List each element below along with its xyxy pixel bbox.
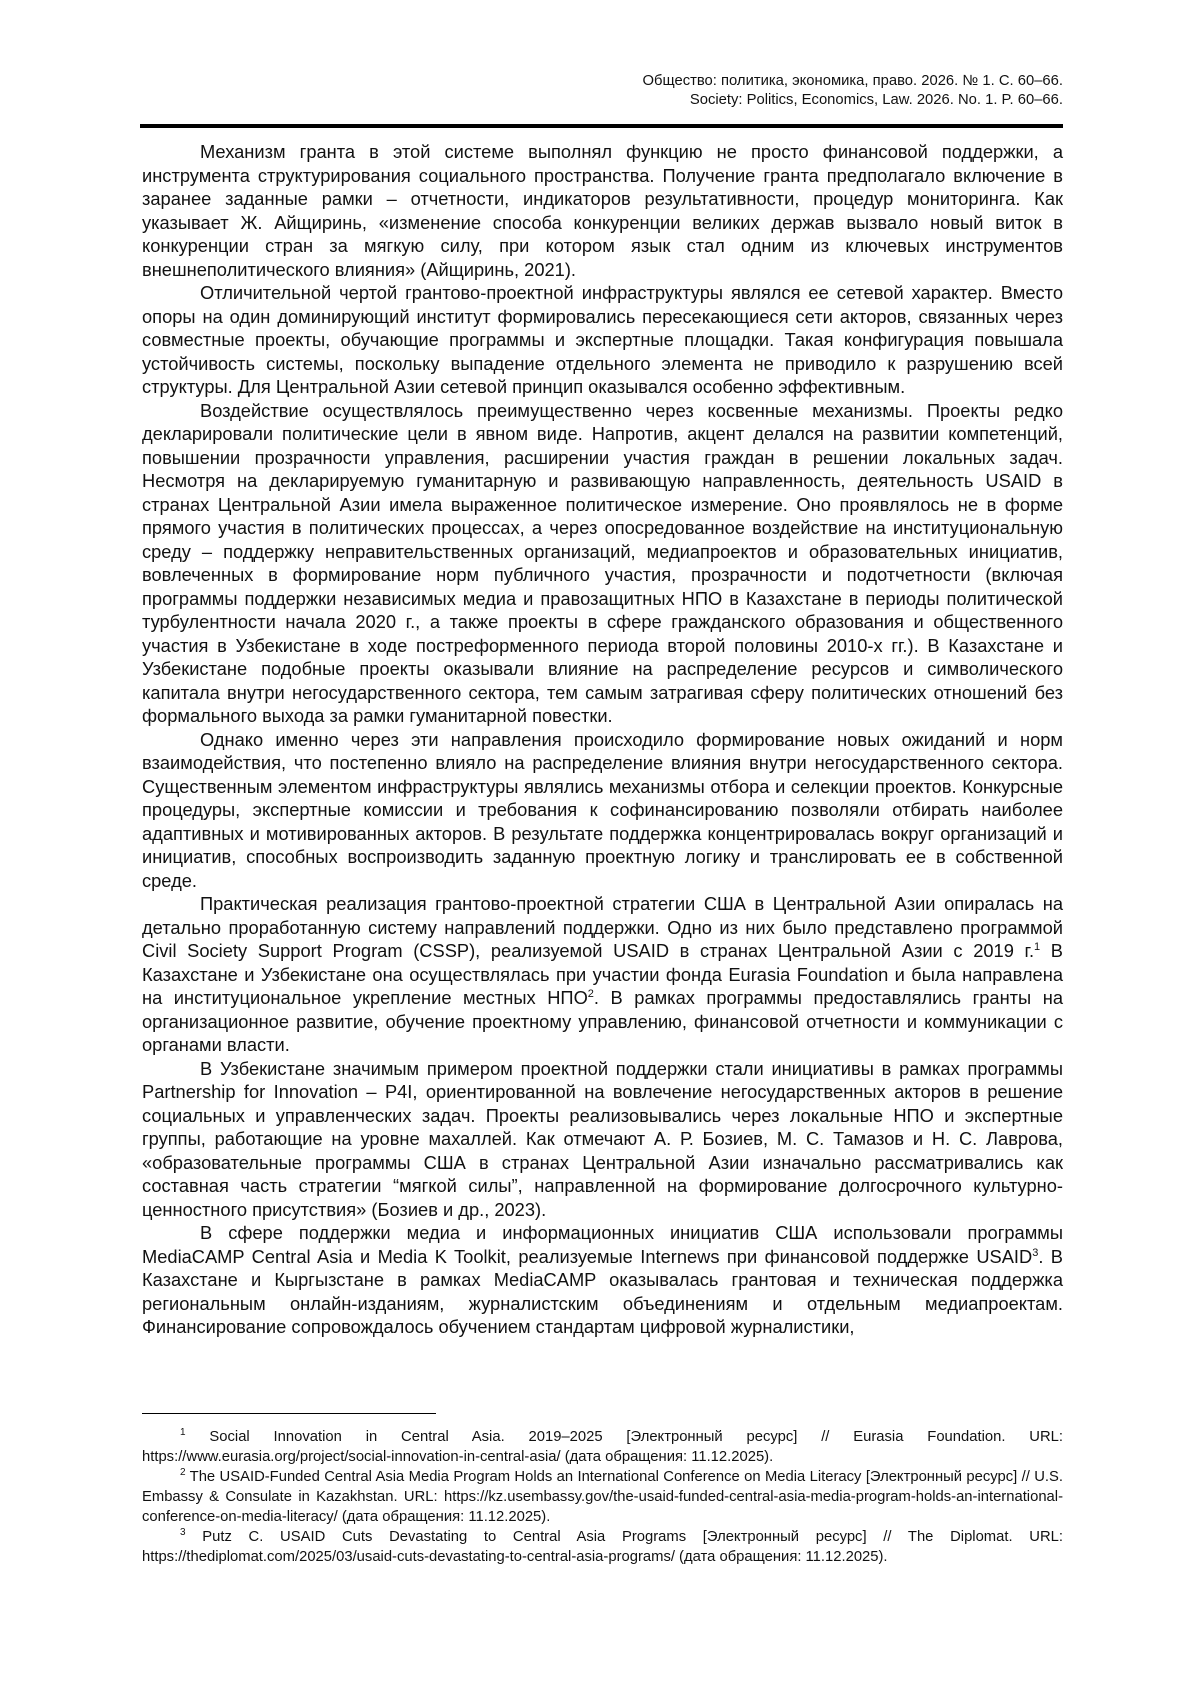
article-body (142, 140, 1063, 1339)
header-rule (140, 124, 1063, 128)
paragraph-text: В Казахстане и Узбекистане она осуществлялась при участии фонда Eurasia Foundation и была направлена на институциональное укрепление местных НПО (142, 940, 1064, 1008)
footnote (142, 1427, 1063, 1467)
footnote (142, 1527, 1063, 1567)
footnotes (142, 1427, 1063, 1567)
header-citation-ru: Общество: политика, экономика, право. 2026. № 1. С. 60–66. (642, 73, 1063, 89)
paragraph-text: . В рамках программы предоставлялись гранты на организационное развитие, обучение проектному управлению, финансовой отчетности и коммуникации с органами власти. (142, 987, 1063, 1055)
paragraph: Однако именно через эти направления происходило формирование новых ожиданий и норм взаимодействия, что постепенно влияло на распределение влияния внутри негосударственного сектора. Существенным элементом инфраструктуры являлись механизмы отбора и селекции проектов. Конкурсные процедуры, экспертные комиссии и требования к софинансированию позволяли отбирать наиболее адаптивных и мотивированных акторов. В результате поддержка концентрировалась вокруг организаций и инициатив, способных воспроизводить заданную проектную логику и транслировать ее в собственной среде. (142, 728, 1063, 891)
footnote-text: Putz C. USAID Cuts Devastating to Central Asia Programs [Электронный ресурс] // The Diplomat. URL: https://thediplomat.com/2025/03/usaid-cuts-devastating-to-central-asia-programs/ (дата обращения: 11.12.2025). (142, 1529, 1063, 1565)
paragraph (142, 1221, 1063, 1339)
paragraph: Воздействие осуществлялось преимущественно через косвенные механизмы. Проекты редко декларировали политические цели в явном виде. Напротив, акцент делался на развитии компетенций, повышении прозрачности управления, расширении участия граждан в решении локальных задач. Несмотря на декларируемую гуманитарную и развивающую направленность, деятельность USAID в странах Центральной Азии имела выраженное политическое измерение. Оно проявлялось не в форме прямого участия в политических процессах, а через опосредованное воздействие на институциональную среду – поддержку неправительственных организаций, медиапроектов и образовательных инициатив, вовлеченных в формирование норм публичного участия, прозрачности и подотчетности (включая программы поддержки независимых медиа и правозащитных НПО в Казахстане в периоды политической турбулентности начала 2020 г., а также проекты в сфере гражданского образования и общественного участия в Узбекистане в ходе постреформенного периода второй половины 2010-х гг.). В Казахстане и Узбекистане подобные проекты оказывали влияние на распределение ресурсов и символического капитала внутри негосударственного сектора, тем самым затрагивая сферу политических отношений без формального выхода за рамки гуманитарной повестки. (142, 399, 1063, 726)
paragraph: В Узбекистане значимым примером проектной поддержки стали инициативы в рамках программы Partnership for Innovation – P4I, ориентированной на вовлечение негосударственных акторов в решение социальных и управленческих задач. Проекты реализовывались через локальные НПО и экспертные группы, работающие на уровне махаллей. Как отмечают А. Р. Бозиев, М. С. Тамазов и Н. С. Лаврова, «образовательные программы США в странах Центральной Азии изначально рассматривались как составная часть стратегии “мягкой силы”, направленной на формирование долгосрочного культурно-ценностного присутствия» (Бозиев и др., 2023). (142, 1057, 1063, 1220)
footnote-ref[interactable]: 3 (1032, 1246, 1039, 1259)
footnote-text: The USAID-Funded Central Asia Media Program Holds an International Conference on Media Literacy [Электронный ресурс] // U.S. Embassy & Consulate in Kazakhstan. URL: https://kz.usembassy.gov/the-usaid-funded-central-asia-media-program-holds-an-international-conference-on-media-literacy/ (дата обращения: 11.12.2025). (142, 1469, 1063, 1525)
paragraph-text: В сфере поддержки медиа и информационных инициатив США использовали программы MediaCAMP Central Asia и Media K Toolkit, реализуемые Internews при финансовой поддержке USAID (142, 1222, 1063, 1267)
footnote-ref[interactable]: 1 (1034, 940, 1041, 953)
running-header (140, 72, 1063, 110)
footnote-number: 3 (180, 1527, 186, 1539)
footnote (142, 1467, 1063, 1527)
paragraph: Отличительной чертой грантово-проектной инфраструктуры являлся ее сетевой характер. Вместо опоры на один доминирующий институт формировались пересекающиеся сети акторов, связанных через совместные проекты, обучающие программы и экспертные площадки. Такая конфигурация повышала устойчивость системы, поскольку выпадение отдельного элемента не приводило к разрушению всей структуры. Для Центральной Азии сетевой принцип оказывался особенно эффективным. (142, 282, 1063, 397)
paragraph-text: . В Казахстане и Кыргызстане в рамках MediaCAMP оказывалась грантовая и техническая поддержка региональным онлайн-изданиям, журналистским объединениям и отдельным медиапроектам. Финансирование сопровождалось обучением стандартам цифровой журналистики, (142, 1245, 1063, 1337)
header-citation-en: Society: Politics, Economics, Law. 2026. No. 1. P. 60–66. (689, 92, 1063, 108)
paragraph (142, 892, 1063, 1057)
paragraph-text: Практическая реализация грантово-проектной стратегии США в Центральной Азии опиралась на детально проработанную систему направлений поддержки. Одно из них было представлено программой Civil Society Support Program (CSSP), реализуемой USAID в странах Центральной Азии с 2019 г. (142, 893, 1063, 961)
footnote-text: Social Innovation in Central Asia. 2019–2025 [Электронный ресурс] // Eurasia Foundation. URL: https://www.eurasia.org/project/social-innovation-in-central-asia/ (дата обращения: 11.12.2025). (142, 1429, 1063, 1465)
footnote-number: 2 (180, 1467, 186, 1479)
footnote-separator (142, 1413, 436, 1414)
footnote-ref[interactable]: 2 (587, 987, 594, 1000)
footnote-number: 1 (180, 1427, 186, 1439)
paragraph: Механизм гранта в этой системе выполнял функцию не просто финансовой поддержки, а инструмента структурирования социального пространства. Получение гранта предполагало включение в заранее заданные рамки – отчетности, индикаторов результативности, процедур мониторинга. Как указывает Ж. Айщиринь, «изменение способа конкуренции великих держав вызвало новый виток в конкуренции стран за мягкую силу, при котором язык стал одним из ключевых инструментов внешнеполитического влияния» (Айщиринь, 2021). (142, 141, 1063, 280)
